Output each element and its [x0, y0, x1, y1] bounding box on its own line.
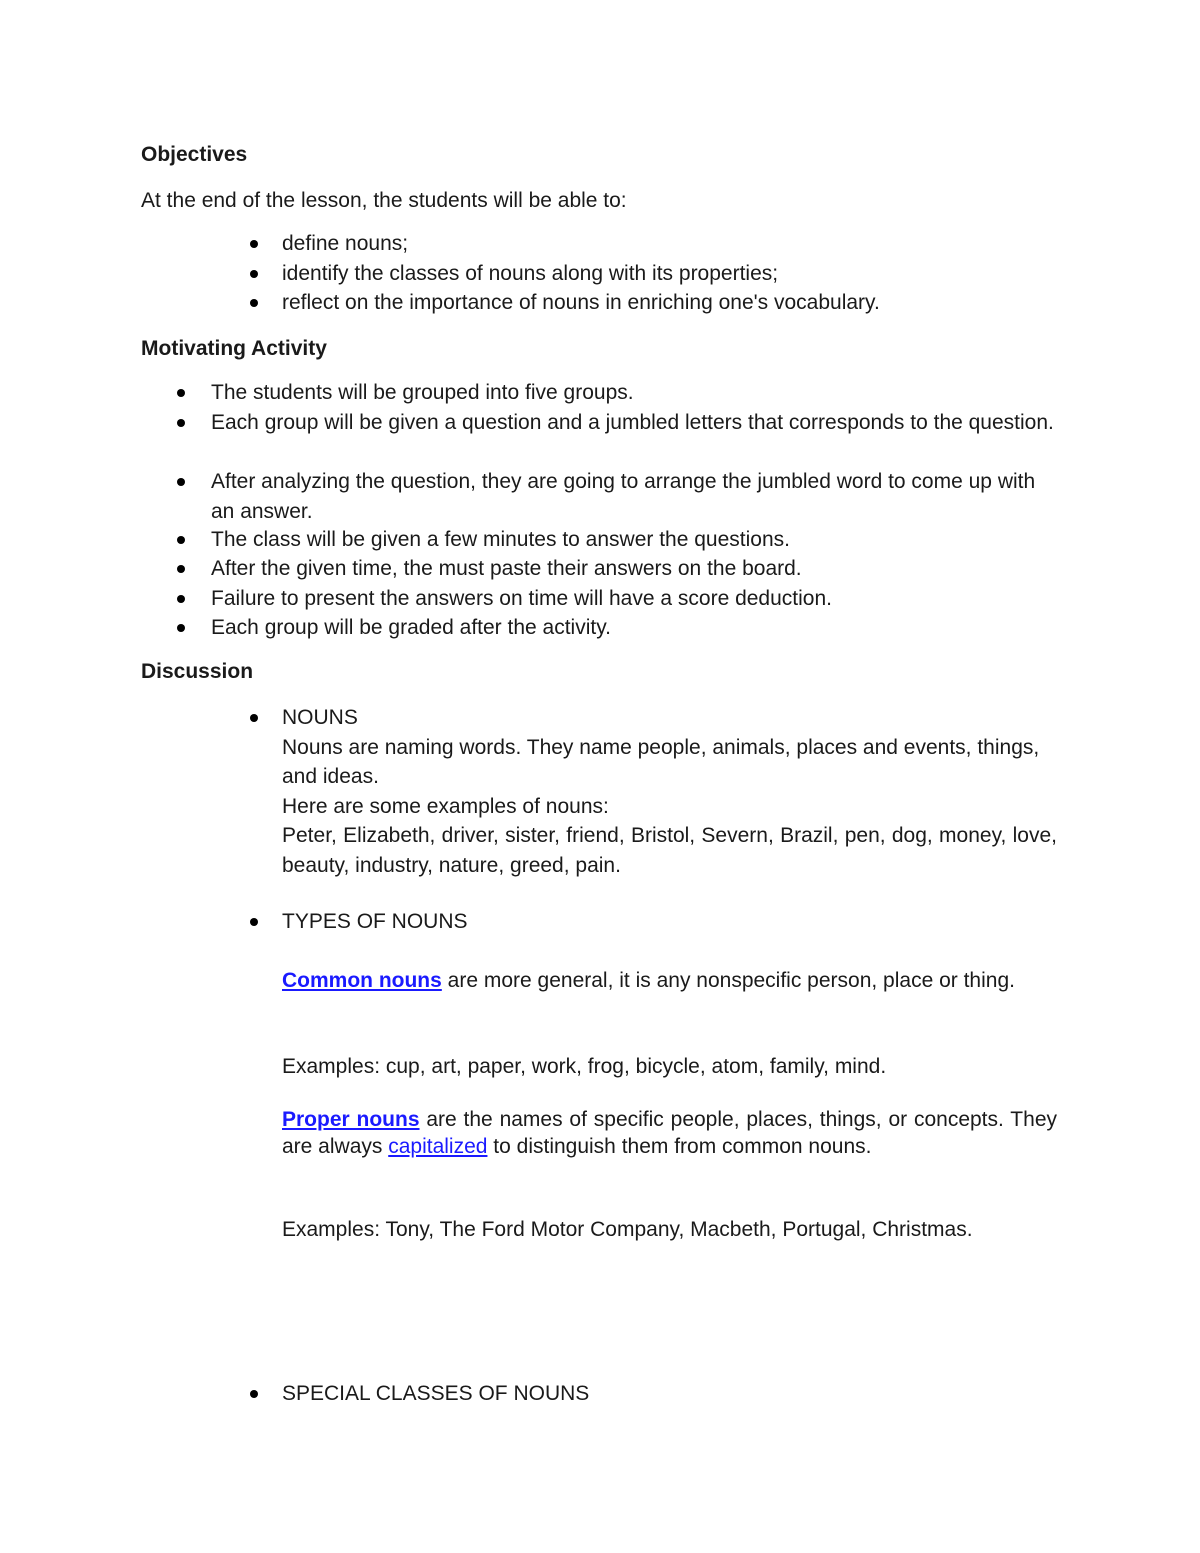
nouns-definition: Nouns are naming words. They name people, animals, places and events, things, and ideas. [282, 735, 1040, 788]
discussion-heading: Discussion [141, 660, 254, 683]
nouns-examples-intro: Here are some examples of nouns: [282, 794, 609, 818]
list-item: identify the classes of nouns along with its properties; [282, 262, 779, 285]
proper-nouns-text: are the names of specific people, places, things, or concepts. They are always [282, 1108, 1057, 1158]
bullet-icon [177, 419, 185, 427]
list-item: Each group will be graded after the activity. [211, 616, 611, 639]
common-nouns-examples: Examples: cup, art, paper, work, frog, bicycle, atom, family, mind. [282, 1055, 887, 1078]
bullet-icon [177, 478, 185, 486]
list-item: reflect on the importance of nouns in enriching one's vocabulary. [282, 291, 880, 314]
motivating-heading: Motivating Activity [141, 337, 327, 360]
bullet-icon [250, 299, 258, 307]
nouns-title: NOUNS [282, 706, 358, 729]
proper-nouns-examples: Examples: Tony, The Ford Motor Company, Macbeth, Portugal, Christmas. [282, 1218, 973, 1241]
common-nouns-paragraph [282, 967, 1057, 995]
list-item: After the given time, the must paste their answers on the board. [211, 557, 802, 580]
proper-nouns-paragraph [282, 1106, 1057, 1160]
objectives-intro: At the end of the lesson, the students will be able to: [141, 189, 627, 212]
proper-nouns-text-end: to distinguish them from common nouns. [487, 1135, 872, 1158]
common-nouns-link[interactable]: Common nouns [282, 969, 442, 992]
list-item: define nouns; [282, 232, 409, 255]
proper-nouns-link[interactable]: Proper nouns [282, 1108, 420, 1131]
capitalized-link[interactable]: capitalized [388, 1135, 488, 1158]
list-item: After analyzing the question, they are going to arrange the jumbled word to come up with an answer. [211, 470, 1036, 523]
list-item: Each group will be given a question and a jumbled letters that corresponds to the question. [211, 411, 1054, 434]
bullet-icon [177, 624, 185, 632]
bullet-icon [177, 389, 185, 397]
bullet-icon [177, 536, 185, 544]
special-classes-title: SPECIAL CLASSES OF NOUNS [282, 1382, 590, 1405]
nouns-examples: Peter, Elizabeth, driver, sister, friend, Bristol, Severn, Brazil, pen, dog, money, love, beauty, industry, nature, greed, pain. [282, 824, 1057, 877]
list-item: The class will be given a few minutes to answer the questions. [211, 528, 790, 551]
bullet-icon [250, 918, 258, 926]
bullet-icon [250, 1390, 258, 1398]
bullet-icon [177, 565, 185, 573]
list-item: Failure to present the answers on time will have a score deduction. [211, 587, 832, 610]
bullet-icon [250, 714, 258, 722]
list-item: The students will be grouped into five groups. [211, 381, 634, 404]
objectives-heading: Objectives [141, 143, 248, 166]
bullet-icon [177, 595, 185, 603]
common-nouns-text: are more general, it is any nonspecific person, place or thing. [441, 969, 1015, 992]
bullet-icon [250, 240, 258, 248]
nouns-section [282, 703, 1057, 880]
bullet-icon [250, 270, 258, 278]
types-title: TYPES OF NOUNS [282, 910, 468, 933]
